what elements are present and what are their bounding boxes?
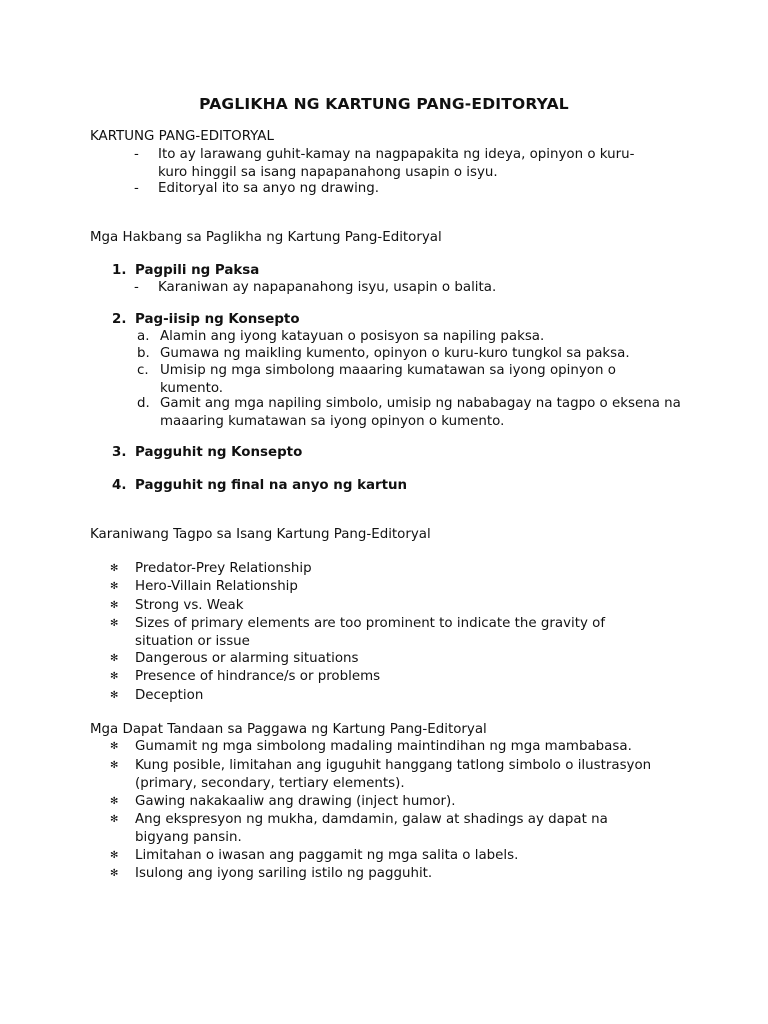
scene-item-text: Deception — [135, 688, 204, 703]
reminder-item — [110, 757, 690, 793]
scene-item — [110, 668, 690, 686]
definition-item — [134, 146, 674, 182]
scene-item-text: Strong vs. Weak — [135, 598, 244, 613]
step-subitem-text: Gamit ang mga napiling simbolo, umisip ng nababagay na tagpo o eksena na maaaring kumatawan sa iyong opinyon o kumento. — [160, 396, 681, 429]
step-number: 3. — [112, 445, 127, 460]
scene-item — [110, 597, 690, 615]
definition-item-text: Ito ay larawang guhit-kamay na nagpapakita ng ideya, opinyon o kuru-kuro hinggil sa isang napapanahong usapin o isyu. — [158, 147, 635, 180]
reminder-item-text: Limitahan o iwasan ang paggamit ng mga salita o labels. — [135, 848, 519, 863]
step-subitem-text: Karaniwan ay napapanahong isyu, usapin o balita. — [158, 280, 497, 295]
asterisk-icon: ✻ — [110, 850, 119, 861]
step-number: 1. — [112, 263, 127, 278]
step-subitem-text: Gumawa ng maikling kumento, opinyon o kuru-kuro tungkol sa paksa. — [160, 346, 630, 361]
scene-item — [110, 560, 690, 578]
asterisk-icon: ✻ — [110, 671, 119, 682]
scene-item — [110, 687, 690, 705]
scene-item-text: Sizes of primary elements are too prominent to indicate the gravity of situation or issue — [135, 616, 606, 649]
asterisk-icon: ✻ — [110, 814, 119, 825]
step-subitem — [137, 328, 697, 346]
step-subitem — [137, 362, 697, 398]
step-label: Pagguhit ng final na anyo ng kartun — [135, 478, 408, 493]
dash-marker: - — [134, 181, 139, 196]
asterisk-icon: ✻ — [110, 868, 119, 879]
scenes-heading: Karaniwang Tagpo sa Isang Kartung Pang-Editoryal — [90, 527, 431, 542]
reminder-item — [110, 847, 690, 865]
step-subitem — [134, 279, 674, 297]
reminder-item-text: Kung posible, limitahan ang iguguhit hanggang tatlong simbolo o ilustrasyon (primary, secondary, tertiary elements). — [135, 758, 652, 791]
letter-marker: d. — [137, 396, 150, 411]
definition-item-text: Editoryal ito sa anyo ng drawing. — [158, 181, 380, 196]
asterisk-icon: ✻ — [110, 690, 119, 701]
asterisk-icon: ✻ — [110, 600, 119, 611]
scene-item — [110, 650, 690, 668]
letter-marker: b. — [137, 346, 150, 361]
scene-item-text: Hero-Villain Relationship — [135, 579, 298, 594]
dash-marker: - — [134, 147, 139, 162]
asterisk-icon: ✻ — [110, 796, 119, 807]
scene-item-text: Predator-Prey Relationship — [135, 561, 312, 576]
asterisk-icon: ✻ — [110, 760, 119, 771]
step-label: Pagguhit ng Konsepto — [135, 445, 303, 460]
reminder-item-text: Gumamit ng mga simbolong madaling maintindihan ng mga mambabasa. — [135, 739, 632, 754]
step-number: 2. — [112, 312, 127, 327]
reminder-item-text: Gawing nakakaaliw ang drawing (inject humor). — [135, 794, 456, 809]
letter-marker: c. — [137, 363, 149, 378]
asterisk-icon: ✻ — [110, 563, 119, 574]
asterisk-icon: ✻ — [110, 618, 119, 629]
scene-item — [110, 615, 690, 651]
step-label: Pag-iisip ng Konsepto — [135, 312, 300, 327]
scene-item-text: Presence of hindrance/s or problems — [135, 669, 381, 684]
step-item — [112, 311, 300, 329]
document-title: PAGLIKHA NG KARTUNG PANG-EDITORYAL — [199, 95, 569, 113]
step-item — [112, 262, 259, 280]
scene-item — [110, 578, 690, 596]
asterisk-icon: ✻ — [110, 581, 119, 592]
reminder-item — [110, 865, 690, 883]
step-subitem-text: Umisip ng mga simbolong maaaring kumatawan sa iyong opinyon o kumento. — [160, 363, 616, 396]
step-subitem-text: Alamin ang iyong katayuan o posisyon sa napiling paksa. — [160, 329, 545, 344]
reminders-heading: Mga Dapat Tandaan sa Paggawa ng Kartung Pang-Editoryal — [90, 722, 487, 737]
step-item — [112, 444, 302, 462]
definition-heading: KARTUNG PANG-EDITORYAL — [90, 129, 274, 144]
reminder-item — [110, 738, 690, 756]
steps-heading: Mga Hakbang sa Paglikha ng Kartung Pang-Editoryal — [90, 230, 442, 245]
dash-marker: - — [134, 280, 139, 295]
step-number: 4. — [112, 478, 127, 493]
reminder-item — [110, 811, 690, 847]
step-item — [112, 477, 407, 495]
scene-item-text: Dangerous or alarming situations — [135, 651, 359, 666]
step-subitem — [137, 395, 697, 431]
definition-item — [134, 180, 674, 198]
step-subitem — [137, 345, 697, 363]
reminder-item-text: Isulong ang iyong sariling istilo ng pagguhit. — [135, 866, 433, 881]
reminder-item-text: Ang ekspresyon ng mukha, damdamin, galaw at shadings ay dapat na bigyang pansin. — [135, 812, 608, 845]
asterisk-icon: ✻ — [110, 741, 119, 752]
letter-marker: a. — [137, 329, 150, 344]
asterisk-icon: ✻ — [110, 653, 119, 664]
reminder-item — [110, 793, 690, 811]
step-label: Pagpili ng Paksa — [135, 263, 260, 278]
